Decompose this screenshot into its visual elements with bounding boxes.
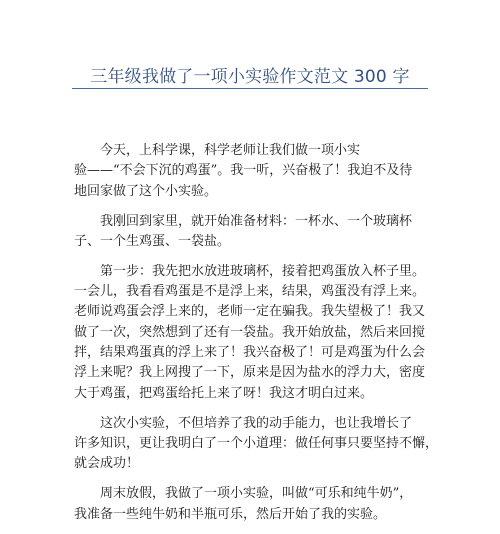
paragraph-line: 拌，结果鸡蛋真的浮上来了！我兴奋极了！可是鸡蛋为什么会	[74, 345, 426, 361]
paragraph-line: 第一步：我先把水放进玻璃杯，接着把鸡蛋放入杯子里。	[100, 263, 426, 279]
paragraph-4	[74, 414, 439, 475]
paragraph-line: 这次小实验，不但培养了我的动手能力，也让我增长了	[100, 415, 413, 431]
paragraph-line: 就会成功！	[74, 456, 140, 472]
paragraph-line: 验——“不会下沉的鸡蛋”。我一听，兴奋极了！我迫不及待	[74, 163, 413, 179]
paragraph-line: 地回家做了这个小实验。	[74, 183, 218, 199]
paragraph-line: 我准备一些纯牛奶和半瓶可乐，然后开始了我的实验。	[74, 506, 387, 522]
paragraph-3	[74, 262, 436, 404]
paragraph-5	[74, 484, 436, 525]
paragraph-line: 子、一个生鸡蛋、一袋盐。	[74, 233, 231, 249]
paragraph-line: 今天，上科学课，科学老师让我们做一项小实	[100, 143, 361, 158]
paragraph-1	[74, 141, 436, 202]
document-title: 三年级我做了一项小实验作文范文 300 字	[90, 67, 410, 87]
paragraph-line: 老师说鸡蛋会浮上来的，老师一定在骗我。我失望极了！我又	[74, 304, 426, 320]
paragraph-line: 周末放假，我做了一项小实验，叫做“可乐和纯牛奶”，	[100, 486, 413, 502]
paragraph-line: 我刚回到家里，就开始准备材料：一杯水、一个玻璃杯	[100, 213, 413, 229]
paragraph-line: 大于鸡蛋，把鸡蛋给托上来了呀！我这才明白过来。	[74, 385, 374, 401]
paragraph-2	[74, 212, 436, 253]
paragraph-line: 许多知识，更让我明白了一个小道理：做任何事只要坚持不懈，	[74, 435, 439, 451]
paragraph-line: 一会儿，我看看鸡蛋是不是浮上来，结果，鸡蛋没有浮上来。	[74, 284, 426, 300]
paragraph-line: 浮上来呢？我上网搜了一下，原来是因为盐水的浮力大，密度	[74, 365, 426, 381]
title-underline	[72, 88, 428, 89]
paragraph-line: 做了一次，突然想到了还有一袋盐。我开始放盐，然后来回搅	[74, 324, 426, 340]
document-body	[74, 141, 439, 534]
